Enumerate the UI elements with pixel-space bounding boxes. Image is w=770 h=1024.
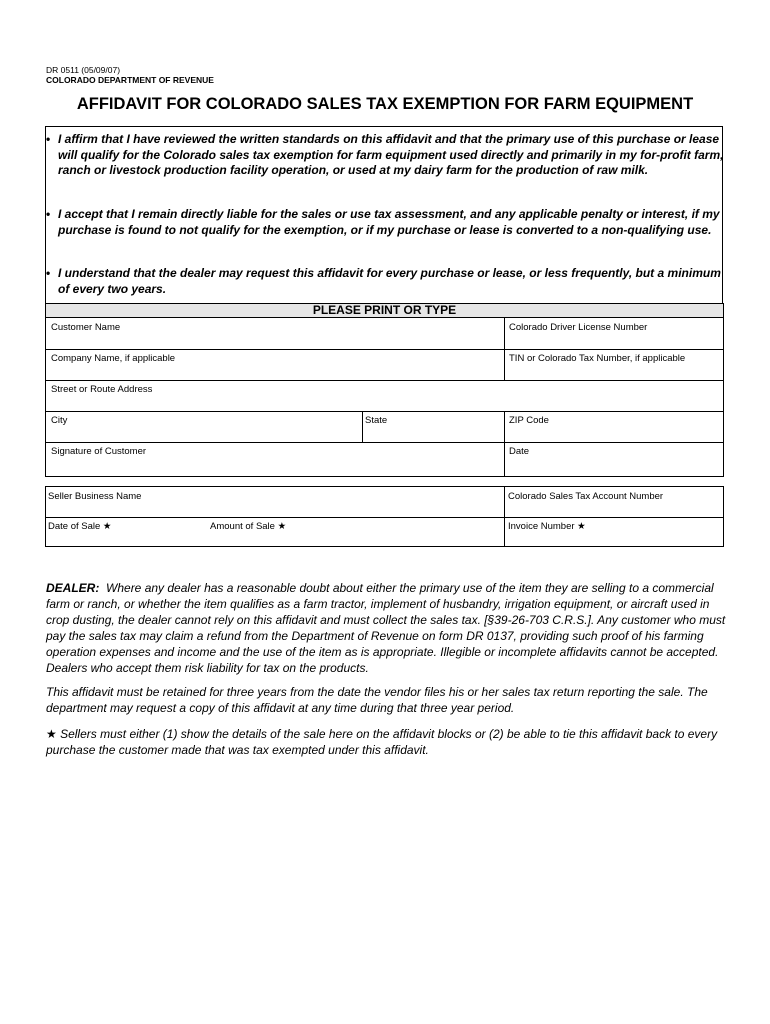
customer-signature-field[interactable]: Signature of Customer [51, 446, 147, 457]
sales-tax-account-field[interactable]: Colorado Sales Tax Account Number [508, 491, 664, 502]
affirmation-text: I understand that the dealer may request this affidavit for every purchase or lease, or less frequently, but a minimum of every two years. [58, 266, 721, 296]
customer-info-grid [45, 317, 724, 477]
bullet-icon: • [46, 266, 51, 280]
company-name-field[interactable]: Company Name, if applicable [51, 353, 176, 364]
bullet-icon: • [46, 132, 51, 146]
seller-business-name-field[interactable]: Seller Business Name [48, 491, 142, 502]
date-field[interactable]: Date [509, 446, 530, 457]
print-instruction-band: PLEASE PRINT OR TYPE [45, 303, 724, 318]
zip-code-field[interactable]: ZIP Code [509, 415, 549, 426]
seller-info-grid [45, 486, 724, 547]
driver-license-field[interactable]: Colorado Driver License Number [509, 322, 648, 333]
city-field[interactable]: City [51, 415, 68, 426]
tin-field[interactable]: TIN or Colorado Tax Number, if applicable [509, 353, 686, 364]
form-number: DR 0511 (05/09/07) [46, 65, 121, 75]
bullet-icon: • [46, 207, 51, 221]
invoice-number-field[interactable]: Invoice Number ★ [508, 521, 586, 532]
department-name: COLORADO DEPARTMENT OF REVENUE [46, 75, 214, 85]
page-title: AFFIDAVIT FOR COLORADO SALES TAX EXEMPTION FOR FARM EQUIPMENT [76, 95, 694, 113]
customer-name-field[interactable]: Customer Name [51, 322, 121, 333]
affirmation-text: I affirm that I have reviewed the written standards on this affidavit and that the primary use of this purchase or lease will qualify for the Colorado sales tax exemption for farm equipment used directly and primarily in my for-profit farm, ranch or livestock production facility operation, or used at my dairy farm for the production of raw milk. [58, 132, 724, 177]
retention-note: This affidavit must be retained for three years from the date the vendor files his or her sales tax return reporting the sale. The department may request a copy of this affidavit at any time during that three year period. [46, 685, 708, 715]
affirmation-text: I accept that I remain directly liable for the sales or use tax assessment, and any applicable penalty or interest, if my purchase is found to not qualify for the exemption, or if my purchase or lease is converted to a non-qualifying use. [58, 207, 720, 237]
street-address-field[interactable]: Street or Route Address [51, 384, 153, 395]
seller-star-note: ★ Sellers must either (1) show the details of the sale here on the affidavit blocks or (2) be able to tie this affidavit back to every purchase the customer made that was tax exempted under this affidavit. [46, 727, 718, 757]
state-field[interactable]: State [365, 415, 388, 426]
amount-of-sale-field[interactable]: Amount of Sale ★ [210, 521, 287, 532]
date-of-sale-field[interactable]: Date of Sale ★ [48, 521, 112, 532]
dealer-text: Where any dealer has a reasonable doubt about either the primary use of the item they are selling to a commercial farm or ranch, or whether the item qualifies as a farm tractor, implement of husbandry, irrigation equipment, or aircraft used in crop dusting, the dealer cannot rely on this affidavit and must collect the sales tax. [§39-26-703 C.R.S.]. Any customer who must pay the sales tax may claim a refund from the Department of Revenue on form DR 0137, providing such proof of his farming operation expenses and income and the use of the item as is appropriate. Illegible or incomplete affidavits cannot be accepted. Dealers who accept them risk liability for tax on the products. [46, 581, 726, 675]
affirmation-box [45, 126, 723, 304]
dealer-note [46, 580, 726, 676]
dealer-heading: DEALER: [46, 581, 100, 595]
